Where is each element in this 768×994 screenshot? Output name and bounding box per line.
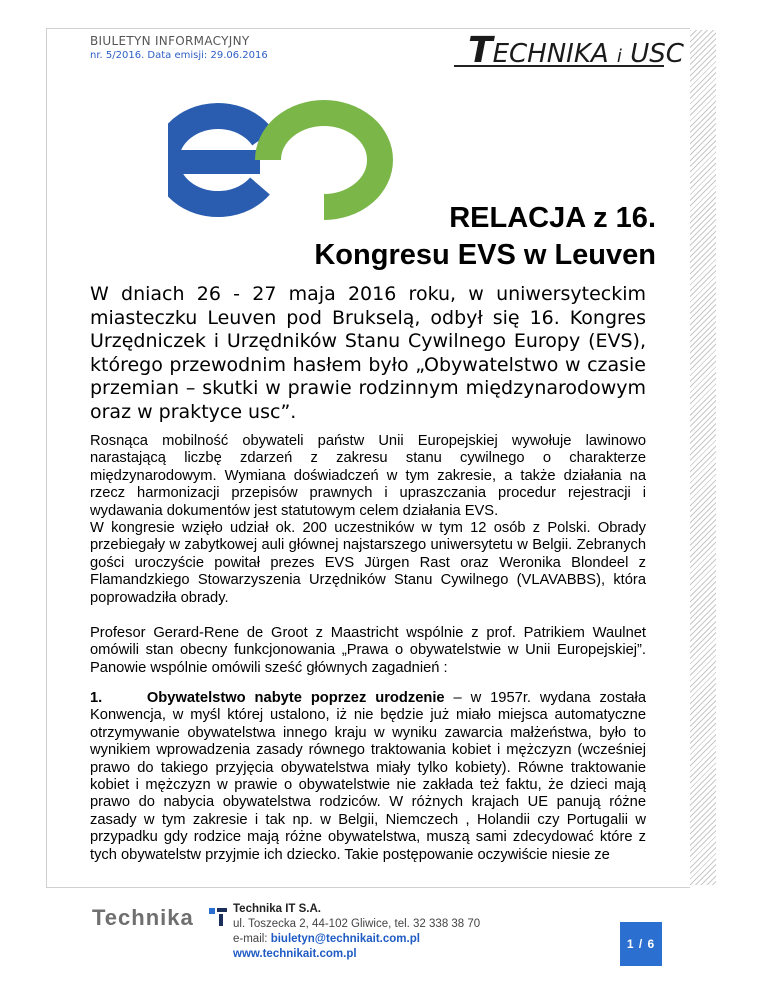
company-info xyxy=(233,902,480,962)
article-lead: W dniach 26 - 27 maja 2016 roku, w uniwersyteckim miasteczku Leuven pod Brukselą, odbył się 16. Kongres Urzędniczek i Urzędników Stanu Cywilnego Europy (EVS), którego przewodnim hasłem było „Obywatelstwo w czasie przemian – skutki w prawie rodzinnym międzynarodowym oraz w praktyce usc”. xyxy=(90,283,646,423)
footer-logo-block-1 xyxy=(209,908,215,914)
headline-line-2: Kongresu EVS w Leuven xyxy=(314,239,656,271)
brand-conjunction: i xyxy=(616,46,622,67)
bulletin-issue-info: nr. 5/2016. Data emisji: 29.06.2016 xyxy=(90,50,268,61)
page-number-badge: 1 / 6 xyxy=(620,922,662,966)
technika-usc-logo xyxy=(468,30,684,71)
article-paragraph-2: Profesor Gerard-Rene de Groot z Maastricht wspólnie z prof. Patrikiem Waulnet omówili stan obecny funkcjonowania „Prawa o obywatelstwie w Unii Europejskiej”. Panowie wspólnie omówili sześć głównych zagadnień : xyxy=(90,625,646,676)
footer-logo-block-2 xyxy=(217,908,227,912)
evs-logo-green-ring xyxy=(268,113,380,207)
website-link[interactable]: www.technikait.com.pl xyxy=(233,948,357,960)
article-headline xyxy=(314,200,656,274)
company-email-line xyxy=(233,932,480,947)
footer-logo-text: Technika xyxy=(92,905,194,930)
point-1-number: 1. xyxy=(90,690,103,706)
brand-word: ECHNIKA xyxy=(492,39,609,69)
point-1-text: – w 1957r. wydana została Konwencja, w myśl której ustalono, iż nie będzie już miało miejsca automatyczne otrzymywanie obywatelstwa innego kraju w wyniku zawarcia małżeństwa, było to wynikiem wprowadzenia zasady równego traktowania kobiet i mężczyzn (wcześniej prawo do takiego przyjęcia obywatelstwa miały tylko kobiety). Równe traktowanie kobiet i mężczyzn w prawie o obywatelstwie nie zakłada też faktu, że dzieci mają prawo do nabycia obywatelstwa rodziców. W różnych krajach UE panują różne zasady w tym zakresie i tak np. w Belgii, Niemczech , Holandii czy Portugalii w przypadku gdy rodzice mają różne obywatelstwa, muszą sami zdecydować które z tych obywatelstw przyjmie ich dziecko. Takie postępowanie oczywiście niesie ze xyxy=(90,690,646,863)
bulletin-title: BIULETYN INFORMACYJNY xyxy=(90,34,250,48)
brand-initial: T xyxy=(468,30,493,71)
article-point-1 xyxy=(90,690,646,864)
headline-line-1: RELACJA z 16. xyxy=(449,202,656,234)
email-label: e-mail: xyxy=(233,933,271,945)
footer-logo-block-3 xyxy=(219,914,223,926)
evs-logo-blue-bar xyxy=(176,150,260,174)
paragraph-1-part-b: W kongresie wzięło udział ok. 200 uczestników w tym 12 osób z Polski. Obrady przebiegały w zabytkowej auli głównej najstarszego uniwersytetu w Belgii. Zebranych gości uroczyście powitał prezes EVS Jürgen Rast oraz Weronika Blondeel z Flamandzkiego Stowarzyszenia Urzędników Stanu Cywilnego (VLAVABBS), która poprowadziła obrady. xyxy=(90,520,646,606)
brand-usc: USC xyxy=(630,39,684,69)
paragraph-1-part-a: Rosnąca mobilność obywateli państw Unii Europejskiej wywołuje lawinowo narastającą liczbę zdarzeń z zakresu stanu cywilnego o charakterze międzynarodowym. Wymiana doświadczeń w tym zakresie, a także działania na rzecz harmonizacji przepisów prawnych i upraszczania procedur rejestracji i wydawania dokumentów jest statutowym celem działania EVS. xyxy=(90,433,646,519)
technika-it-logo xyxy=(92,905,230,931)
point-1-heading: Obywatelstwo nabyte poprzez urodzenie xyxy=(146,690,445,706)
company-address: ul. Toszecka 2, 44-102 Gliwice, tel. 32 338 38 70 xyxy=(233,918,481,930)
decorative-hatch-border xyxy=(690,30,716,885)
company-name: Technika IT S.A. xyxy=(233,903,321,915)
article-paragraph-1 xyxy=(90,433,646,607)
email-link[interactable]: biuletyn@technikait.com.pl xyxy=(270,933,420,945)
